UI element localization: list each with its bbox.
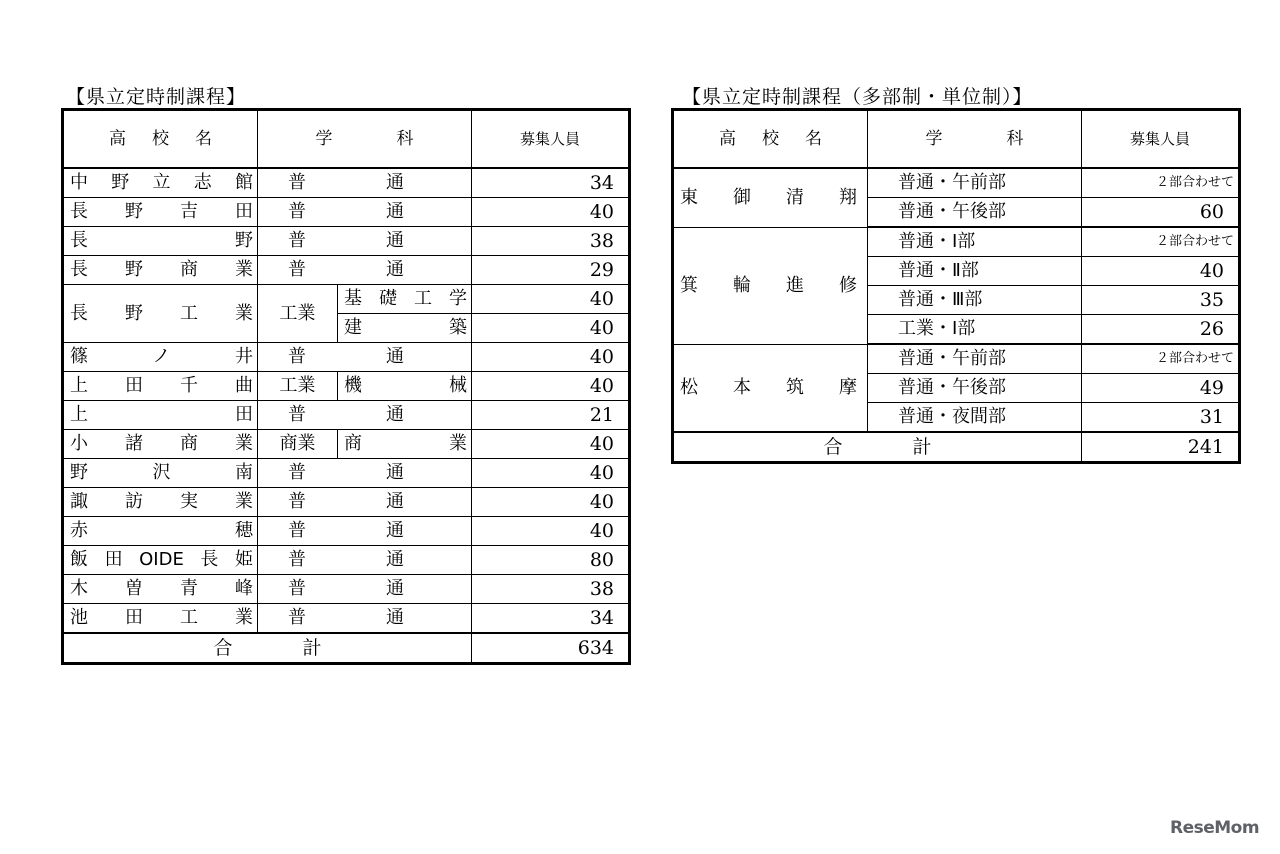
dept [258,198,472,227]
dept-char: 普 [288,520,306,541]
school-name-char: 館 [235,172,253,193]
school-name [63,198,258,227]
school-name-char: 野 [111,172,130,193]
capacity: 35 [1082,286,1240,315]
total-value: 634 [472,633,630,664]
dept [258,546,472,575]
dept-char: 普 [288,607,306,628]
school-name [63,459,258,488]
school-name-char: 長 [70,259,88,280]
capacity: 40 [472,314,630,343]
table-row [673,344,1240,374]
capacity: 40 [472,198,630,227]
sub-dept-char: 械 [449,375,467,396]
capacity: 40 [472,517,630,546]
school-name-char: 長 [70,230,88,251]
school-name-char: 上 [70,375,88,396]
school-name-char: 業 [235,302,253,324]
school-name [63,546,258,575]
school-name [63,604,258,634]
school-name [63,488,258,517]
school-name [673,168,868,227]
dept-char: 普 [288,578,306,599]
dept-wrap [258,604,471,632]
school-name-wrap [64,459,257,487]
dept-char: 通 [386,259,404,280]
school-name [63,168,258,198]
table-row [63,372,630,401]
dept-char: 通 [386,491,404,512]
dept-char: 普 [288,491,306,512]
school-name-char: 木 [70,578,88,599]
dept: 普通・Ⅰ部 [868,227,1082,257]
school-name-char: 吉 [180,201,198,222]
dept [258,343,472,372]
dept-char: 通 [386,607,404,628]
school-name-char: 本 [733,376,751,398]
school-name [63,372,258,401]
dept-char: 普 [288,462,306,483]
header-char: 高 [109,129,126,149]
school-name-char: 小 [70,433,88,454]
total-char: 合 [823,436,843,458]
school-name-char: 修 [839,274,857,296]
table-row [63,198,630,227]
sub-dept-char: 業 [449,433,467,454]
dept-group: 工業 [258,285,338,343]
right-table-title: 【県立定時制課程（多部制・単位制）】 [682,86,1033,108]
school-name-char: 諸 [125,433,143,454]
school-name-char: 業 [235,491,253,512]
school-name-wrap [64,198,257,226]
capacity-note: ２部合わせて [1082,227,1240,257]
school-name-char: 穂 [235,520,253,541]
sub-dept-char: 機 [344,375,362,396]
dept [258,459,472,488]
school-name-char: 赤 [70,520,88,541]
total-row [63,633,630,664]
dept: 普通・午前部 [868,344,1082,374]
school-name-char: 業 [235,259,253,280]
school-name-char: 中 [70,172,88,193]
school-name-char: 業 [235,433,253,454]
dept-char: 通 [386,346,404,367]
school-name-char: 筑 [786,376,804,398]
sub-dept-wrap [338,314,471,342]
school-name-char: 業 [235,607,253,628]
dept-wrap [258,517,471,545]
capacity: 40 [472,488,630,517]
header-char: 名 [805,129,822,149]
total-label-wrap [64,634,471,662]
table-row [63,575,630,604]
dept-char: 普 [288,549,306,570]
dept [258,401,472,430]
dept: 普通・Ⅲ部 [868,286,1082,315]
header-dept-wrap [868,125,1081,153]
sub-dept-wrap [338,430,471,458]
dept-char: 普 [288,346,306,367]
header-school [63,110,258,169]
school-name-char: 松 [680,376,698,398]
header-school-wrap [64,125,257,153]
dept-wrap [258,227,471,255]
header-char: 校 [762,129,779,149]
table-row [63,401,630,430]
school-name [673,227,868,344]
capacity: 31 [1082,403,1240,433]
header-char: 科 [1006,129,1024,149]
dept-wrap [258,459,471,487]
school-name-char: 諏 [70,491,88,512]
dept-group: 工業 [258,372,338,401]
total-char: 計 [912,436,932,458]
total-label [673,432,1082,463]
school-name [63,285,258,343]
school-name-char: 工 [180,302,198,324]
school-name-wrap [64,488,257,516]
dept-wrap [258,575,471,603]
table-row [63,343,630,372]
school-name-wrap [64,517,257,545]
school-name-char: 池 [70,607,88,628]
school-name-char: 篠 [70,346,88,367]
school-name-char: 曲 [235,375,253,396]
school-name-char: 実 [180,491,198,512]
school-name-wrap [64,372,257,400]
table-row [63,459,630,488]
school-name-wrap [64,343,257,371]
capacity: 38 [472,227,630,256]
dept: 普通・午前部 [868,168,1082,198]
school-name-char: 野 [125,302,143,324]
right-recruitment-table [671,108,1241,464]
dept-wrap [258,401,471,429]
capacity: 40 [1082,257,1240,286]
left-recruitment-table [61,108,631,665]
header-capacity: 募集人員 [1082,110,1240,169]
school-name-char: 長 [70,201,88,222]
dept [258,575,472,604]
school-name-char: 御 [733,186,751,208]
capacity-note: ２部合わせて [1082,168,1240,198]
dept-wrap [258,256,471,284]
capacity: 38 [472,575,630,604]
school-name-char: 姫 [234,549,253,570]
school-name-wrap [674,272,867,300]
school-name-char: 上 [70,404,88,425]
capacity: 40 [472,430,630,459]
school-name-wrap [64,227,257,255]
capacity: 60 [1082,198,1240,228]
school-name-wrap [64,604,257,632]
resemom-logo: ReseMom [1170,818,1260,838]
school-name [63,227,258,256]
left-table-title: 【県立定時制課程】 [66,86,247,108]
school-name [63,343,258,372]
school-name-char: 野 [125,201,143,222]
capacity: 29 [472,256,630,285]
school-name-char: 田 [235,201,253,222]
school-name-char: 田 [125,375,143,396]
dept-group: 商業 [258,430,338,459]
table-row [63,430,630,459]
dept-char: 普 [288,172,306,193]
school-name [63,256,258,285]
dept-char: 通 [386,404,404,425]
header-school-wrap [674,125,867,153]
dept: 普通・Ⅱ部 [868,257,1082,286]
school-name-wrap [674,374,867,402]
table-row [63,256,630,285]
school-name-char: 長 [70,302,88,324]
capacity: 40 [472,372,630,401]
school-name [63,430,258,459]
sub-dept-wrap [338,285,471,313]
table-row [63,517,630,546]
header-row [673,110,1240,169]
school-name-char: 峰 [235,578,253,599]
table-row [673,227,1240,257]
school-name-char: 野 [235,230,253,251]
header-char: 学 [925,129,943,149]
school-name [673,344,868,432]
school-name-char: 千 [180,375,198,396]
school-name [63,401,258,430]
total-row [673,432,1240,463]
header-dept [868,110,1082,169]
school-name-char: ノ [152,346,171,367]
header-char: 名 [195,129,212,149]
dept [258,227,472,256]
dept-char: 通 [386,549,404,570]
table-row [63,168,630,198]
dept: 工業・Ⅰ部 [868,315,1082,345]
capacity: 49 [1082,374,1240,403]
capacity-note: ２部合わせて [1082,344,1240,374]
school-name-char: 志 [193,172,212,193]
school-name-char: 野 [70,462,88,483]
school-name-char: 沢 [152,462,171,483]
sub-dept-char: 基 [344,288,362,309]
school-name-char: 東 [680,186,698,208]
table-row [63,488,630,517]
school-name-char: 田 [125,607,143,628]
capacity: 40 [472,285,630,314]
school-name-char: 箕 [680,274,698,296]
capacity: 40 [472,343,630,372]
header-char: 校 [152,129,169,149]
header-char: 科 [396,129,414,149]
sub-dept [338,372,472,401]
table-row [63,227,630,256]
table-row [673,168,1240,198]
dept-char: 通 [386,578,404,599]
sub-dept-char: 建 [344,317,362,338]
sub-dept-char: 築 [449,317,467,338]
school-name-char: 商 [180,259,198,280]
school-name-char: 野 [125,259,143,280]
dept-char: 普 [288,230,306,251]
school-name-wrap [64,430,257,458]
dept [258,488,472,517]
dept-char: 通 [386,172,404,193]
dept-wrap [258,198,471,226]
sub-dept-char: 工 [414,288,432,309]
school-name-char: 摩 [839,376,857,398]
school-name-char: 進 [786,274,804,296]
school-name-char: 田 [104,549,123,570]
header-capacity: 募集人員 [472,110,630,169]
school-name-char: 曽 [125,578,143,599]
school-name [63,517,258,546]
table-row [63,285,630,314]
school-name-char: 井 [235,346,253,367]
dept-char: 通 [386,230,404,251]
table-row [63,546,630,575]
dept: 普通・夜間部 [868,403,1082,433]
school-name [63,575,258,604]
school-name-char: OIDE [139,549,184,570]
dept: 普通・午後部 [868,198,1082,228]
sub-dept [338,430,472,459]
school-name-char: 立 [152,172,171,193]
school-name-wrap [64,169,257,197]
header-dept [258,110,472,169]
school-name-char: 飯 [70,549,88,570]
school-name-char: 工 [180,607,198,628]
school-name-char: 南 [235,462,253,483]
dept-wrap [258,488,471,516]
sub-dept-wrap [338,372,471,400]
sub-dept [338,285,472,314]
dept-wrap [258,169,471,197]
dept-wrap [258,546,471,574]
school-name-wrap [64,300,257,328]
capacity: 34 [472,168,630,198]
sub-dept-char: 商 [344,433,362,454]
header-row [63,110,630,169]
dept [258,168,472,198]
dept-char: 通 [386,462,404,483]
total-label [63,633,472,664]
header-char: 高 [719,129,736,149]
total-char: 合 [213,637,233,659]
capacity: 40 [472,459,630,488]
school-name-wrap [64,546,257,574]
school-name-char: 長 [200,549,219,570]
capacity: 26 [1082,315,1240,345]
school-name-char: 商 [180,433,198,454]
school-name-char: 田 [235,404,253,425]
dept [258,256,472,285]
school-name-char: 翔 [839,186,857,208]
school-name-wrap [64,256,257,284]
sub-dept-char: 礎 [379,288,397,309]
school-name-char: 青 [180,578,198,599]
school-name-char: 訪 [125,491,143,512]
school-name-char: 清 [786,186,804,208]
total-char: 計 [302,637,322,659]
dept: 普通・午後部 [868,374,1082,403]
capacity: 21 [472,401,630,430]
dept-char: 通 [386,201,404,222]
dept-char: 普 [288,404,306,425]
header-dept-wrap [258,125,471,153]
table-row [63,604,630,634]
total-label-wrap [674,433,1081,461]
total-value: 241 [1082,432,1240,463]
dept-wrap [258,343,471,371]
sub-dept [338,314,472,343]
dept-char: 普 [288,259,306,280]
header-school [673,110,868,169]
school-name-wrap [64,401,257,429]
sub-dept-char: 学 [449,288,467,309]
school-name-wrap [64,575,257,603]
school-name-char: 輪 [733,274,751,296]
dept [258,604,472,634]
dept-char: 普 [288,201,306,222]
dept-char: 通 [386,520,404,541]
capacity: 80 [472,546,630,575]
school-name-wrap [674,184,867,212]
dept [258,517,472,546]
capacity: 34 [472,604,630,634]
header-char: 学 [315,129,333,149]
